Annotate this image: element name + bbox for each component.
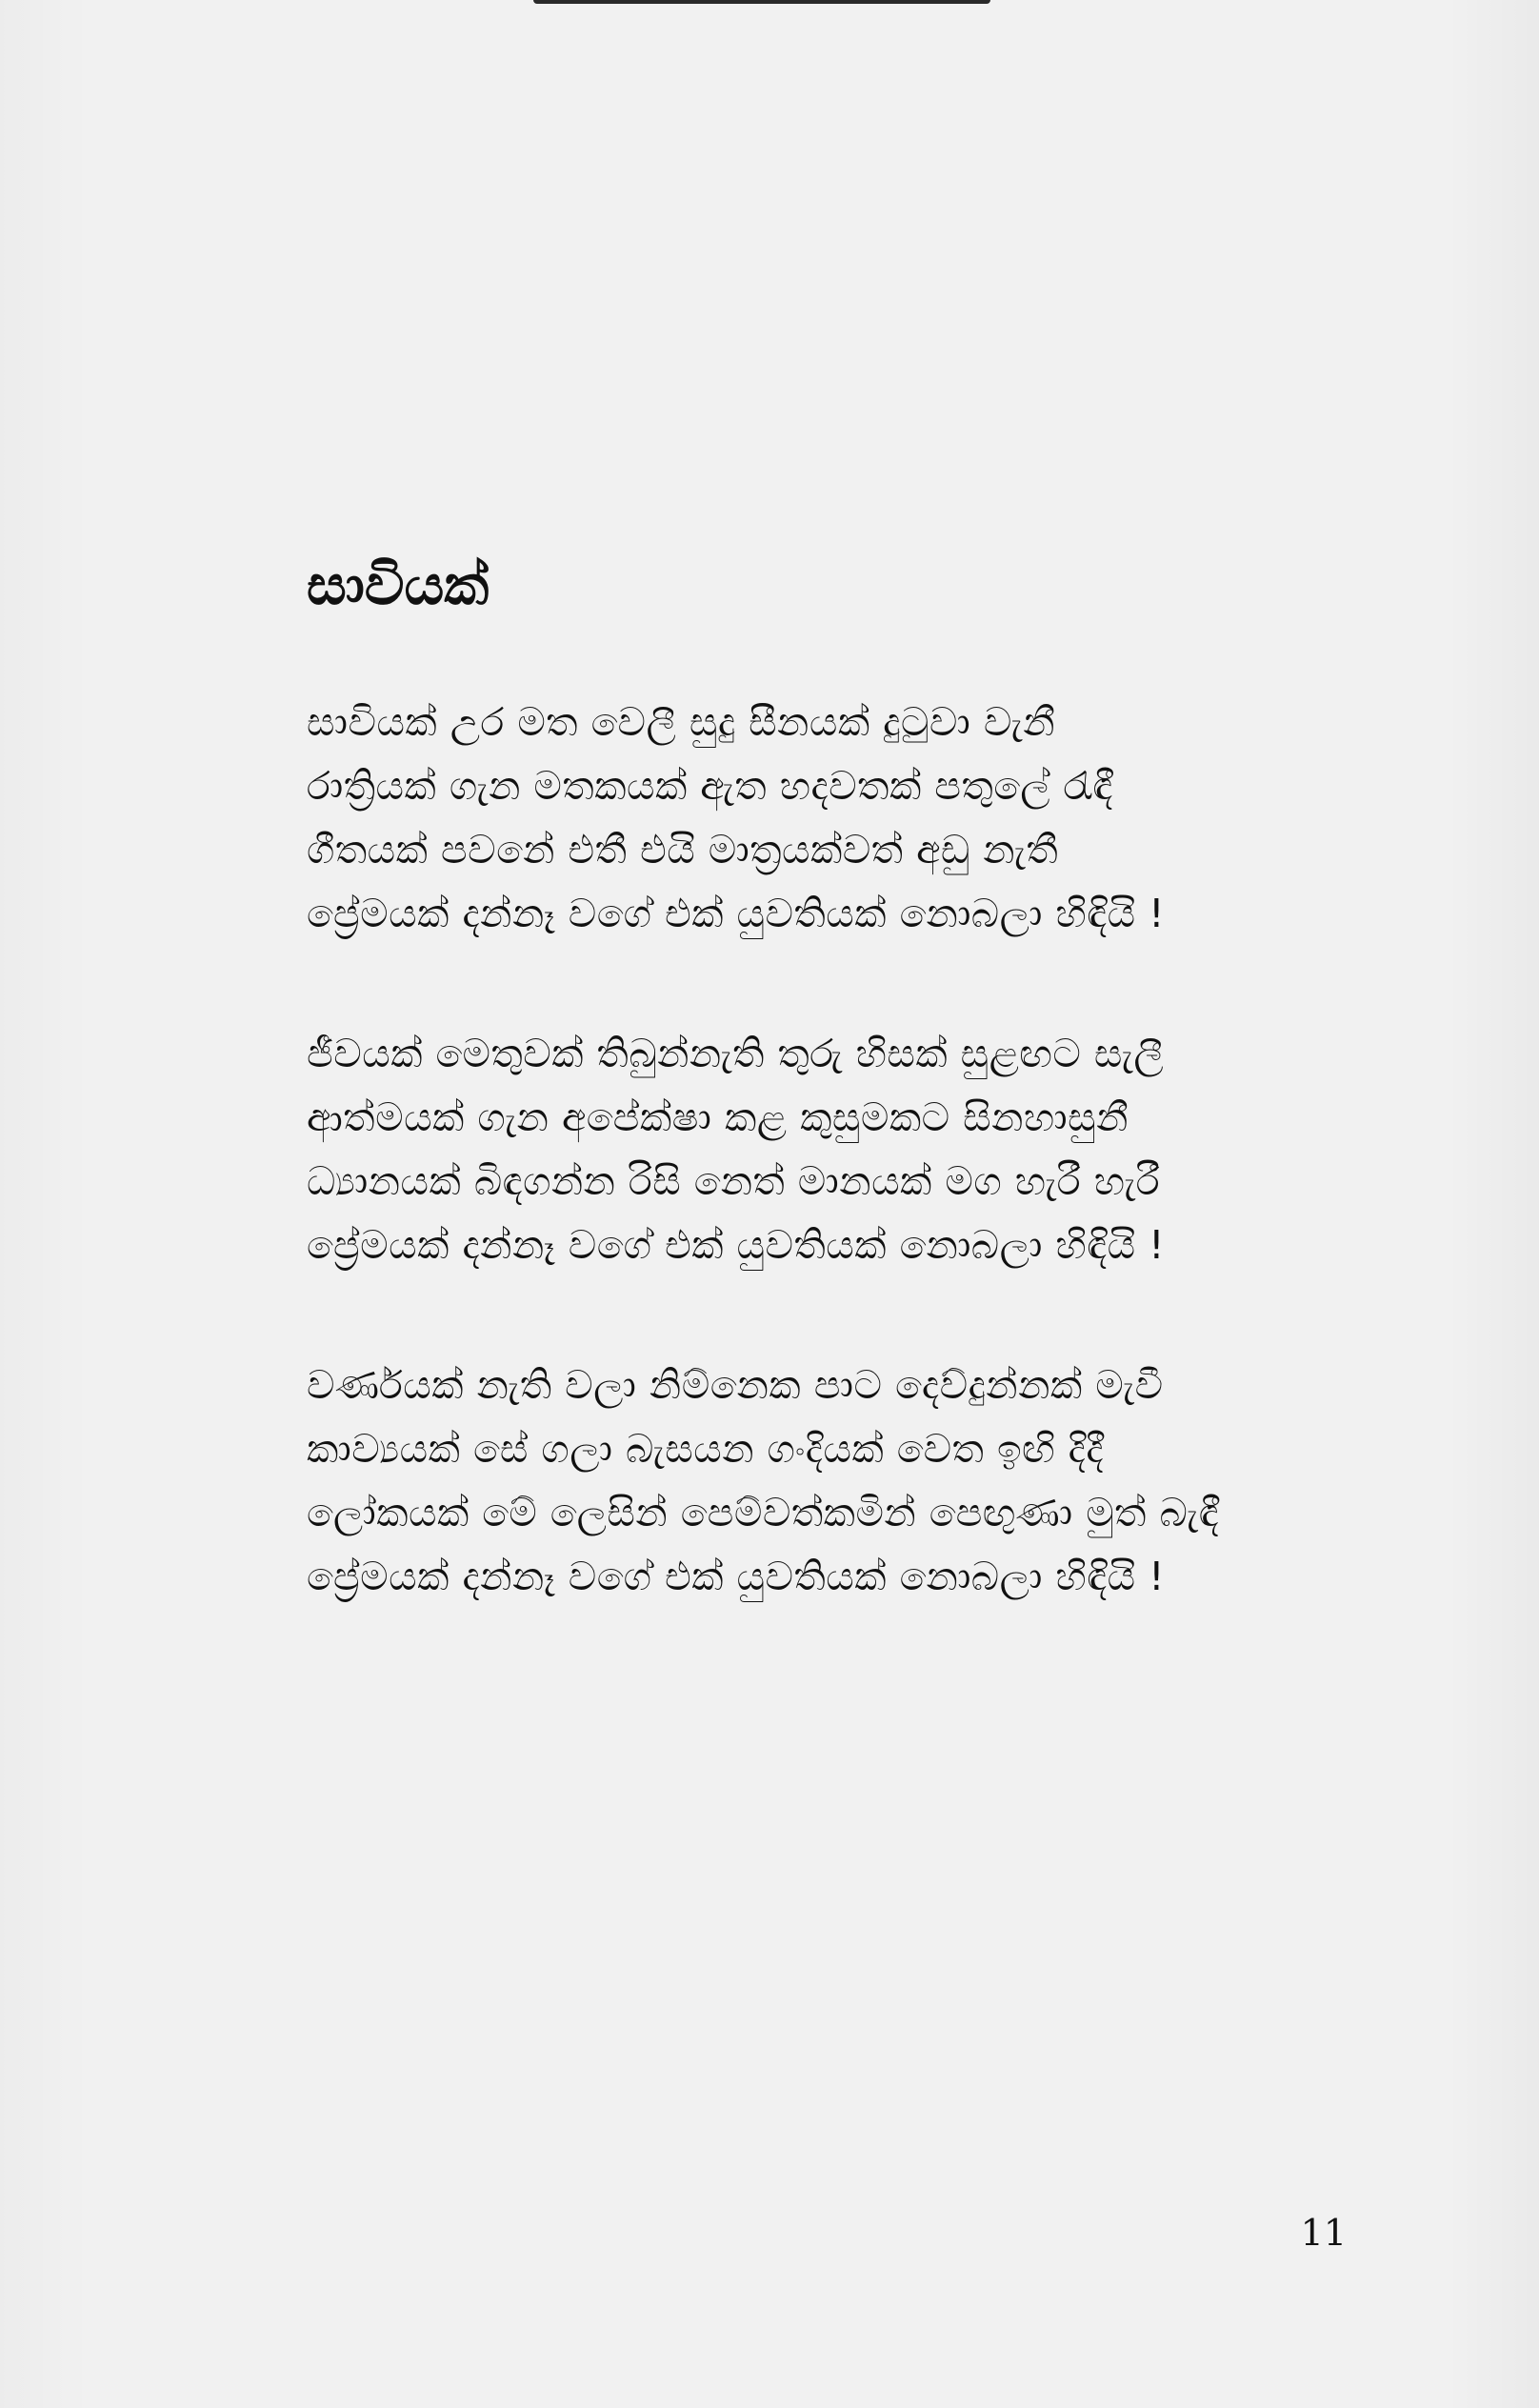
poem-line: ජීවයක් මෙතුවක් තිබුන්නැති තුරු හිසක් සුළඟට සැලී [307, 1031, 1165, 1076]
poem-line: ප්‍රේමයක් දන්නෑ වගේ එක් යුවතියක් නොබලා හිඳියි ! [307, 1222, 1166, 1268]
poem-line: ප්‍රේමයක් දන්නෑ වගේ එක් යුවතියක් නොබලා හිඳියි ! [307, 891, 1166, 936]
poem-line: ගීතයක් පවනේ එතී එයි මාත්‍රයක්වත් අඩු නැතී [307, 827, 1059, 873]
poem-line: සාවියක් උර මත වෙලී සුදු සීනයක් දුටුවා වැනී [307, 699, 1056, 745]
poem-line: ආත්මයක් ගැන අපේක්ෂා කළ කුසුමකට සිනහාසුනී [307, 1094, 1129, 1140]
poem-line: රාත්‍රියක් ගැන මතකයක් ඇත හදවතක් පතුලේ රැඳී [307, 763, 1113, 809]
poem-title: සාවියක් [307, 552, 490, 617]
page-edge-shadow [533, 0, 990, 4]
stanza [307, 1022, 1373, 1277]
poem-line: වර්ණයක් නැති වලා නිම්නෙක පාට දෙව්දුන්නක් මැවී [307, 1362, 1164, 1408]
stanza [307, 1354, 1373, 1609]
poem-line: ධ්‍යානයක් බිඳගන්න රිසි නෙත් මානයක් මග හැරී හැරී [307, 1158, 1161, 1204]
poem-line: ලෝකයක් මේ ලෙසින් පෙම්වත්කමින් පෙඟුණා මුත් බැඳී [307, 1490, 1220, 1535]
poem-line: ප්‍රේමයක් දන්නෑ වගේ එක් යුවතියක් නොබලා හිඳියි ! [307, 1554, 1166, 1599]
page-number: 11 [1300, 2212, 1347, 2254]
poem-body [307, 691, 1373, 1685]
poem-line: කාව්‍යයක් සේ ගලා බැසයන ගංදියක් වෙත ඉඟි දිදී [307, 1426, 1105, 1472]
stanza [307, 691, 1373, 946]
